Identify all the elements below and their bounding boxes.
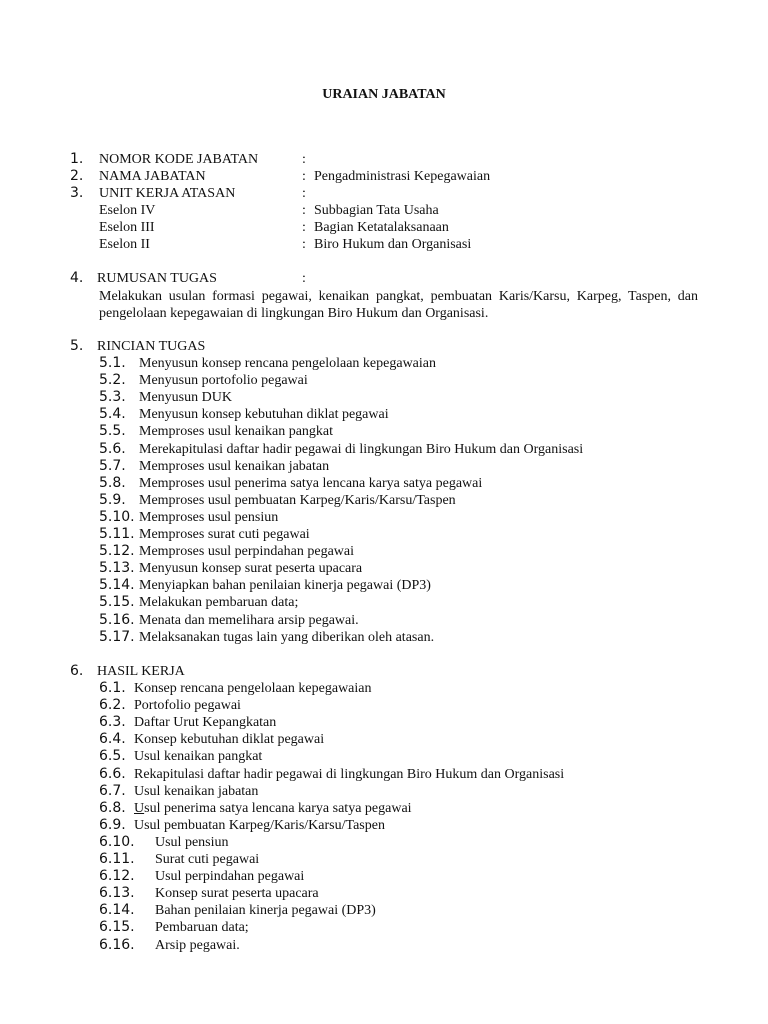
- hasil-item-text: Usul pensiun: [155, 834, 229, 850]
- hasil-item-text: Bahan penilaian kinerja pegawai (DP3): [155, 903, 376, 919]
- hasil-item-text: Surat cuti pegawai: [155, 852, 260, 867]
- hasil-item-text: Konsep kebutuhan diklat pegawai: [134, 732, 325, 748]
- rincian-item-text: Menyiapkan bahan penilaian kinerja pegawai (DP3): [139, 578, 431, 594]
- hasil-item-text: Usul penerima satya lencana karya satya pegawai: [134, 800, 412, 816]
- hasil-kerja-heading: HASIL KERJA: [97, 664, 185, 679]
- eselon-value: Biro Hukum dan Organisasi: [314, 237, 472, 252]
- rincian-item-number: 5.8.: [99, 474, 126, 491]
- hasil-item-number: 6.9.: [99, 816, 126, 833]
- rincian-item-text: Memproses surat cuti pegawai: [139, 527, 310, 542]
- rincian-item-text: Menyusun DUK: [139, 390, 232, 406]
- hasil-item-text: Konsep rencana pengelolaan kepegawaian: [134, 681, 372, 696]
- hasil-item-text: Usul pembuatan Karpeg/Karis/Karsu/Taspen: [134, 817, 385, 833]
- rincian-item-number: 5.3.: [99, 389, 126, 406]
- hasil-item-text: Pembaruan data;: [155, 920, 249, 936]
- hasil-item-number: 6.16.: [99, 936, 135, 953]
- rincian-item-text: Memproses usul pembuatan Karpeg/Karis/Karsu/Taspen: [139, 492, 456, 508]
- rincian-item-number: 5.1.: [99, 355, 126, 371]
- hasil-item-number: 6.7.: [99, 782, 126, 799]
- eselon-value: Subbagian Tata Usaha: [314, 203, 439, 218]
- rincian-item-text: Memproses usul kenaikan pangkat: [139, 424, 334, 440]
- colon: :: [302, 220, 306, 235]
- colon: :: [302, 152, 306, 167]
- hasil-item-number: 6.6.: [99, 765, 126, 782]
- eselon-label: Eselon IV: [99, 203, 156, 218]
- hasil-item-number: 6.12.: [99, 868, 135, 885]
- rincian-item-text: Menyusun konsep surat peserta upacara: [139, 561, 363, 577]
- hasil-item-text: Usul perpindahan pegawai: [155, 869, 305, 885]
- eselon-label: Eselon II: [99, 237, 150, 252]
- colon: :: [302, 237, 306, 252]
- hasil-item-text: Rekapitulasi daftar hadir pegawai di lingkungan Biro Hukum dan Organisasi: [134, 766, 565, 782]
- rincian-item-text: Memproses usul pensiun: [139, 509, 279, 525]
- nama-jabatan-value: Pengadministrasi Kepegawaian: [314, 169, 491, 184]
- hasil-item-number: 6.1.: [99, 680, 126, 696]
- hasil-item-text: Daftar Urut Kepangkatan: [134, 715, 277, 731]
- unit-kerja-label: UNIT KERJA ATASAN: [99, 186, 236, 201]
- section-number: 5.: [70, 338, 84, 354]
- colon: :: [302, 186, 306, 201]
- rincian-item-number: 5.11.: [99, 526, 135, 542]
- hasil-item-number: 6.10.: [99, 833, 135, 850]
- hasil-item-text: Arsip pegawai.: [155, 937, 240, 953]
- nama-jabatan-label: NAMA JABATAN: [99, 169, 206, 184]
- rumusan-tugas-text: Melakukan usulan formasi pegawai, kenaikan pangkat, pembuatan Karis/Karsu, Karpeg, Taspen, dan pengelolaan kepegawaian di lingkungan Biro Hukum dan Organisasi.: [99, 289, 698, 321]
- hasil-item-text: Konsep surat peserta upacara: [155, 886, 319, 902]
- kode-jabatan-label: NOMOR KODE JABATAN: [99, 152, 259, 167]
- rincian-item-number: 5.2.: [99, 372, 126, 389]
- eselon-label: Eselon III: [99, 220, 155, 235]
- rincian-item-number: 5.9.: [99, 491, 126, 508]
- item-number: 2.: [70, 168, 84, 184]
- colon: :: [302, 271, 306, 286]
- hasil-item-number: 6.14.: [99, 902, 135, 919]
- hasil-item-text: Usul kenaikan jabatan: [134, 783, 259, 799]
- rincian-item-text: Memproses usul perpindahan pegawai: [139, 544, 354, 560]
- hasil-item-text: Usul kenaikan pangkat: [134, 749, 263, 765]
- rincian-item-text: Memproses usul kenaikan jabatan: [139, 458, 330, 474]
- hasil-item-number: 6.4.: [99, 731, 126, 748]
- rincian-item-text: Melaksanakan tugas lain yang diberikan oleh atasan.: [139, 629, 435, 645]
- rincian-item-text: Merekapitulasi daftar hadir pegawai di lingkungan Biro Hukum dan Organisasi: [139, 441, 584, 457]
- hasil-item-number: 6.13.: [99, 885, 135, 902]
- rincian-item-number: 5.4.: [99, 406, 126, 423]
- hasil-item-text: Portofolio pegawai: [134, 698, 241, 714]
- rincian-item-number: 5.10.: [99, 508, 135, 525]
- rincian-item-number: 5.6.: [99, 440, 126, 457]
- rincian-item-number: 5.7.: [99, 457, 126, 474]
- rincian-item-number: 5.14.: [99, 577, 135, 594]
- colon: :: [302, 203, 306, 218]
- hasil-item-number: 6.2.: [99, 697, 126, 714]
- rincian-item-number: 5.17.: [99, 628, 135, 645]
- document-title: URAIAN JABATAN: [322, 87, 446, 102]
- rincian-item-text: Memproses usul penerima satya lencana karya satya pegawai: [139, 475, 483, 491]
- rincian-item-text: Menyusun konsep kebutuhan diklat pegawai: [139, 407, 389, 423]
- rincian-item-text: Menyusun konsep rencana pengelolaan kepegawaian: [139, 356, 436, 371]
- section-number: 6.: [70, 663, 84, 679]
- rincian-item-text: Menata dan memelihara arsip pegawai.: [139, 612, 359, 628]
- rincian-tugas-heading: RINCIAN TUGAS: [97, 339, 206, 354]
- rincian-item-number: 5.16.: [99, 611, 135, 628]
- hasil-item-number: 6.3.: [99, 714, 126, 731]
- hasil-item-number: 6.5.: [99, 748, 126, 765]
- rincian-item-number: 5.15.: [99, 594, 135, 611]
- rincian-item-text: Menyusun portofolio pegawai: [139, 373, 308, 389]
- item-number: 4.: [70, 270, 84, 286]
- eselon-value: Bagian Ketatalaksanaan: [314, 220, 449, 235]
- rincian-item-text: Melakukan pembaruan data;: [139, 595, 299, 611]
- colon: :: [302, 169, 306, 184]
- rumusan-tugas-label: RUMUSAN TUGAS: [97, 271, 217, 286]
- item-number: 3.: [70, 185, 84, 201]
- item-number: 1.: [70, 151, 84, 167]
- rincian-item-number: 5.12.: [99, 543, 135, 560]
- rincian-item-number: 5.5.: [99, 423, 126, 440]
- hasil-item-number: 6.8.: [99, 799, 126, 816]
- rincian-item-number: 5.13.: [99, 560, 135, 577]
- hasil-item-number: 6.11.: [99, 851, 135, 867]
- hasil-item-number: 6.15.: [99, 919, 135, 936]
